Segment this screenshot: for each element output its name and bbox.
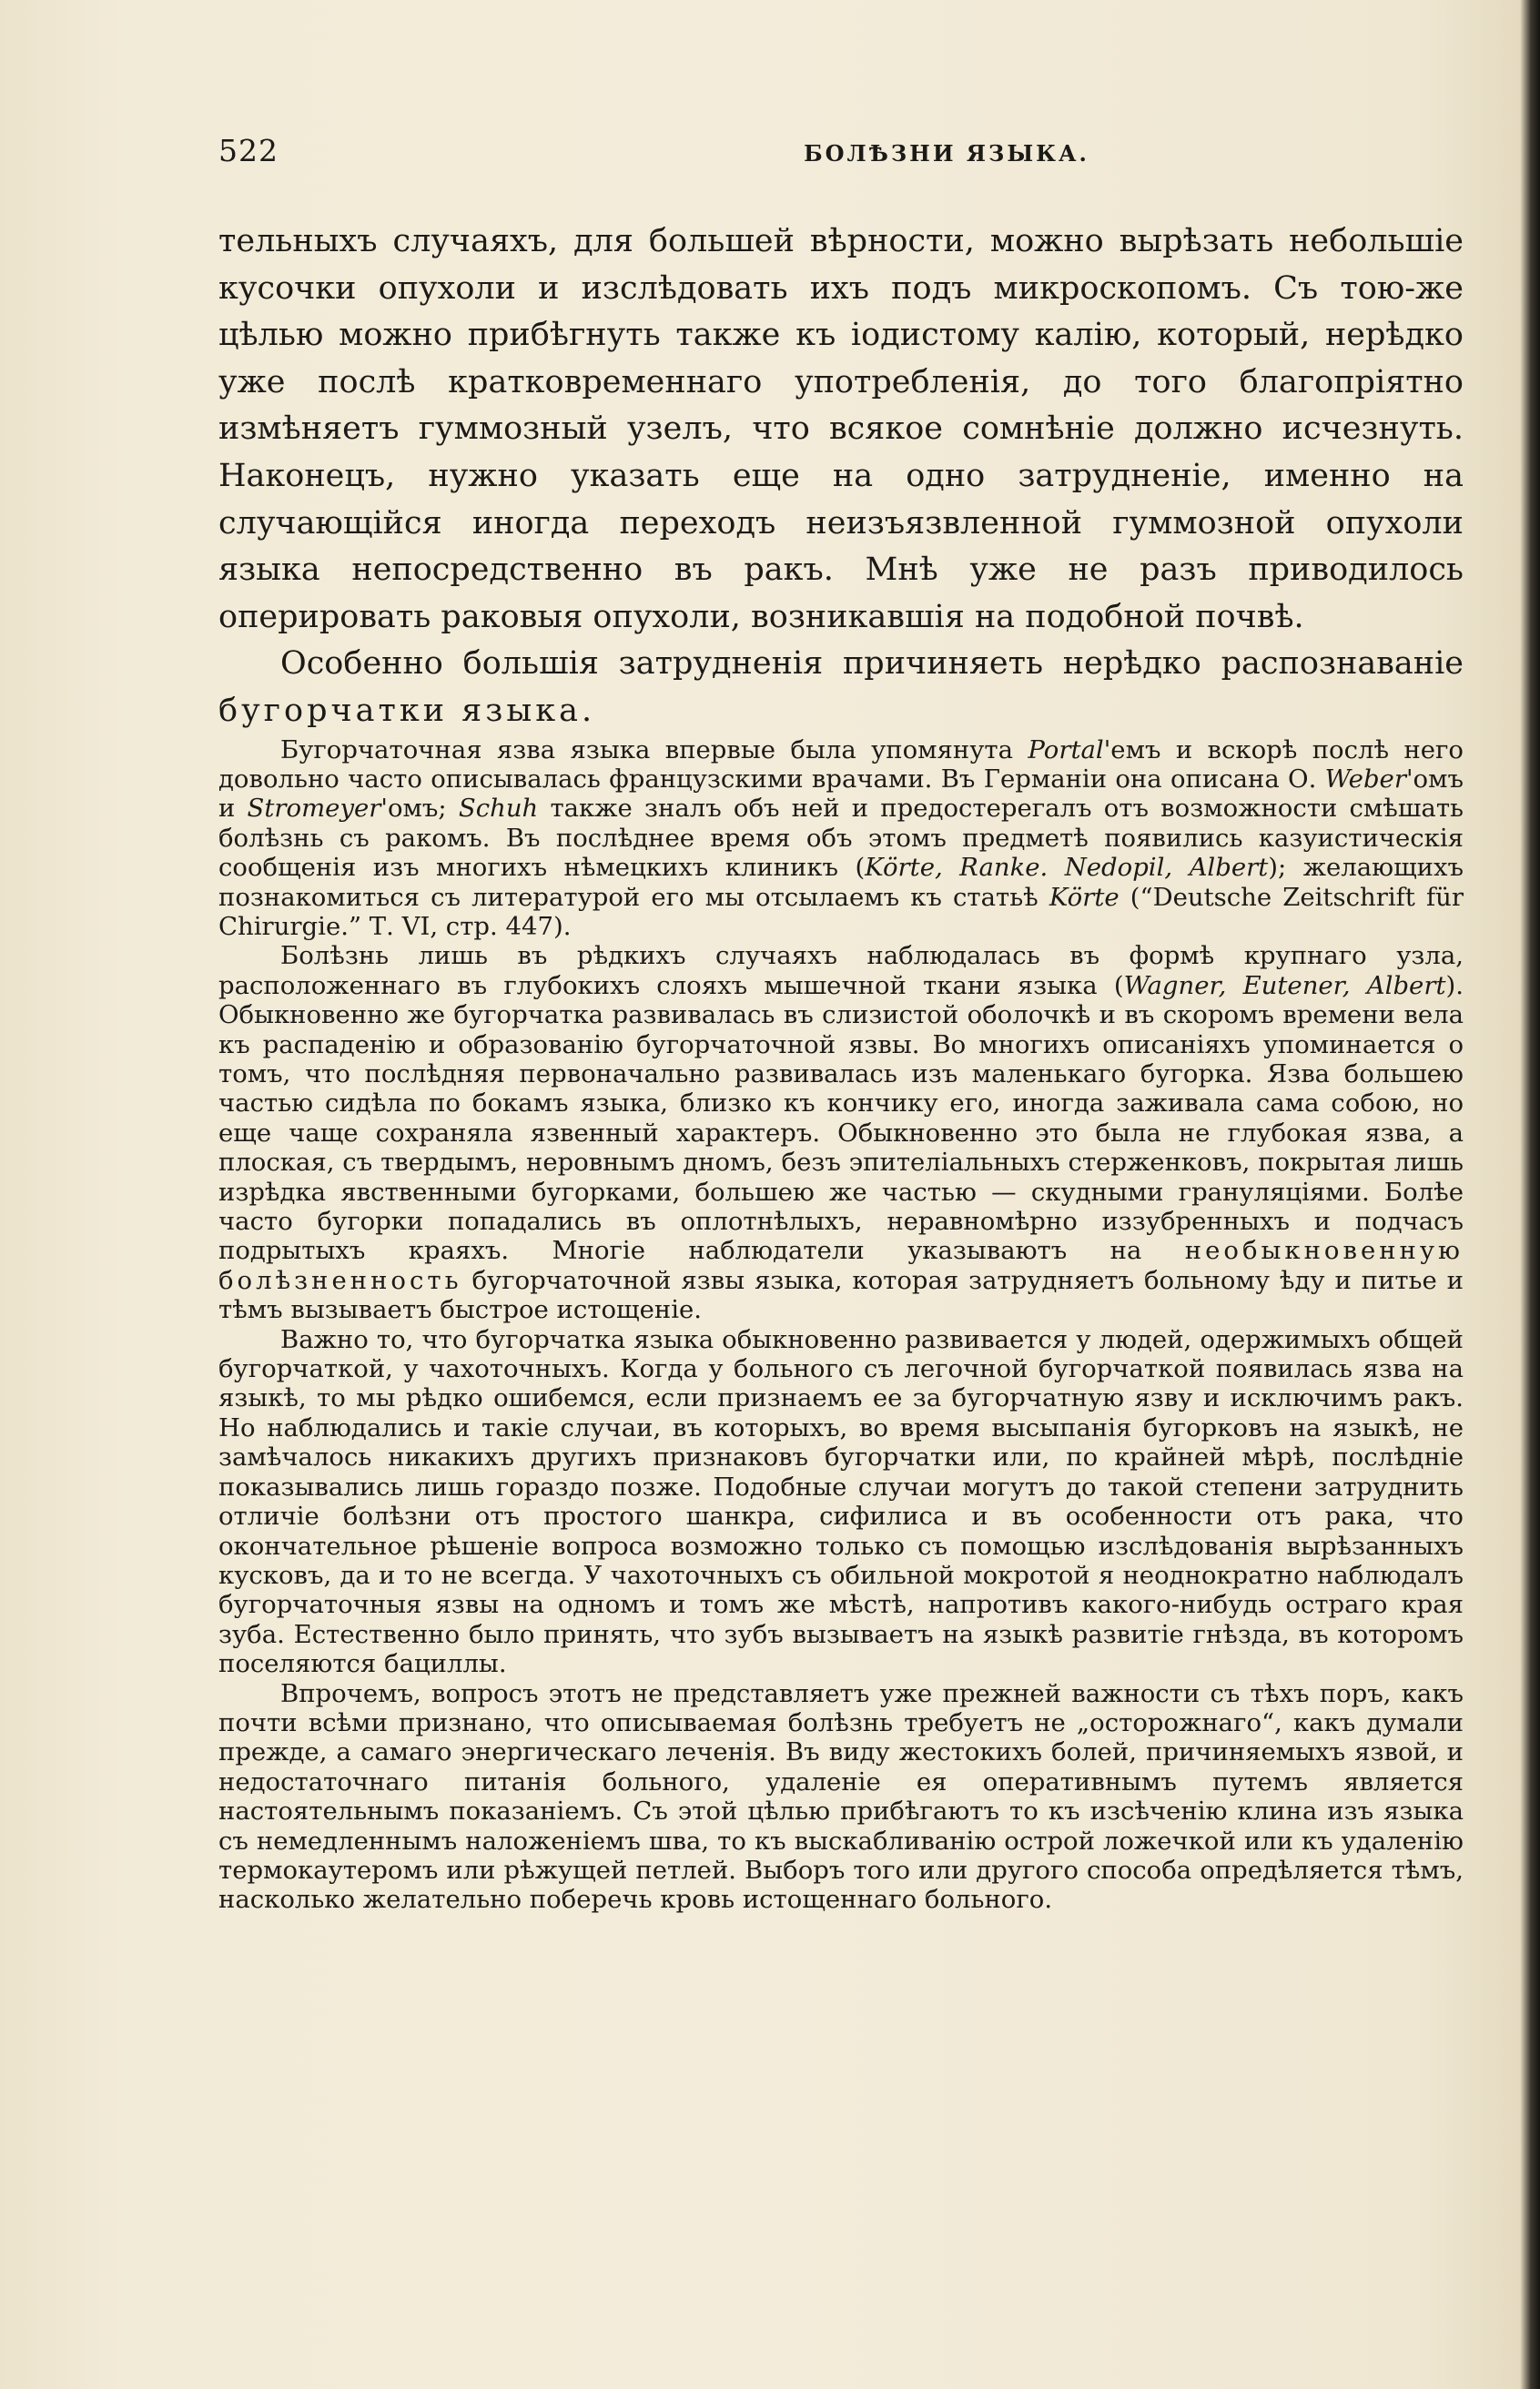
page-header xyxy=(218,133,1456,178)
text-run: Бугорчаточная язва языка впервые была упомянута xyxy=(280,734,1028,764)
text-run: ); желающихъ познакомиться съ литературой его мы отсылаемъ къ статьѣ xyxy=(218,853,1464,912)
spaced-term: бугорчатки языка xyxy=(218,692,582,729)
author-names: Körte, Ranke. Nedopil, Albert xyxy=(865,853,1269,883)
text-run: . xyxy=(581,692,593,729)
spaced-term: необыкновенную болѣзненность xyxy=(218,1236,1464,1295)
author-name: Portal' xyxy=(1028,734,1111,764)
paragraph-gumma-diagnosis: тельныхъ случаяхъ, для большей вѣрности, можно вырѣзать небольшіе кусочки опухоли и изслѣдовать ихъ подъ микроскопомъ. Съ тою-же цѣлью можно прибѣгнуть также къ іодистому калію, который, нерѣдко уже послѣ кратковременнаго употребленія, до того благопріятно измѣняетъ гуммозный узелъ, что всякое сомнѣніе должно исчезнуть. Наконецъ, нужно указать еще на одно затрудненіе, именно на случающійся иногда переходъ неизъязвленной гуммозной опухоли языка непосредственно въ ракъ. Мнѣ уже не разъ приводилось оперировать раковыя опухоли, возникавшія на подобной почвѣ. xyxy=(218,223,1464,635)
text-run: Болѣзнь лишь въ рѣдкихъ случаяхъ наблюдалась въ формѣ крупнаго узла, расположеннаго въ глубокихъ слояхъ мышечной ткани языка ( xyxy=(218,941,1464,1000)
text-run: омъ; xyxy=(387,794,459,824)
text-run: омъ и xyxy=(218,764,1464,824)
paragraph-differential: Важно то, что бугорчатка языка обыкновенно развивается у людей, одержимыхъ общей бугорчаткой, у чахоточныхъ. Когда у больного съ легочной бугорчаткой появилась язва на языкѣ, то мы рѣдко ошибемся, если признаемъ ее за бугорчатную язву и исключимъ ракъ. Но наблюдались и такіе случаи, въ которыхъ, во время высыпанія бугорковъ на языкѣ, не замѣчалось никакихъ другихъ признаковъ бугорчатки или, по крайней мѣрѣ, послѣдніе показывались лишь гораздо позже. Подобные случаи могутъ до такой степени затруднить отличіе болѣзни отъ простого шанкра, сифилиса и въ особенности отъ рака, что окончательное рѣшеніе вопроса возможно только съ помощью изслѣдованія вырѣзанныхъ кусковъ, да и то не всегда. У чахоточныхъ съ обильной мокротой я неоднократно наблюдалъ бугорчаточныя язвы на одномъ и томъ же мѣстѣ, напротивъ какого-нибудь остраго края зуба. Естественно было принять, что зубъ вызываетъ на языкѣ развитіе гнѣзда, въ которомъ поселяются бациллы. xyxy=(218,1324,1464,1679)
page-edge-shadow xyxy=(1520,0,1540,2389)
author-names: Wagner, Eutener, Albert xyxy=(1123,970,1446,1000)
text-run: ). Обыкновенно же бугорчатка развивалась въ слизистой оболочкѣ и въ скоромъ времени вела къ распаденію и образованію бугорчаточной язвы. Во многихъ описаніяхъ упоминается о томъ, что послѣдняя первоначально развивалась изъ маленькаго бугорка. Язва большею частью сидѣла по бокамъ языка, близко къ кончику его, иногда заживала сама собою, но еще чаще сохраняла язвенный характеръ. Обыкновенно это была не глубокая язва, а плоская, съ твердымъ, неровнымъ дномъ, безъ эпителіальныхъ стерженковъ, покрытая лишь изрѣдка явственными бугорками, большею же частью — скудными грануляціями. Болѣе часто бугорки попадались въ оплотнѣлыхъ, неравномѣрно иззубренныхъ и подчасъ подрытыхъ краяхъ. Многіе наблюдатели указываютъ на xyxy=(218,970,1464,1266)
paragraph-clinical-form xyxy=(218,941,1464,1324)
paragraph-tuberculosis-intro xyxy=(218,641,1464,734)
text-run: бугорчаточной язвы языка, которая затрудняетъ больному ѣду и питье и тѣмъ вызываетъ быстрое истощеніе. xyxy=(218,1265,1464,1325)
paragraph-treatment: Впрочемъ, вопросъ этотъ не представляетъ уже прежней важности съ тѣхъ поръ, какъ почти всѣми признано, что описываемая болѣзнь требуетъ не „осторожнаго“, какъ думали прежде, а самаго энергическаго леченія. Въ виду жестокихъ болей, причиняемыхъ язвой, и недостаточнаго питанія больного, удаленіе ея оперативнымъ путемъ является настоятельнымъ показаніемъ. Съ этой цѣлью прибѣгаютъ то къ изсѣченію клина изъ языка съ немедленнымъ наложеніемъ шва, то къ выскабливанію острой ложечкой или къ удаленію термокаутеромъ или рѣжущей петлей. Выборъ того или другого способа опредѣляется тѣмъ, насколько желательно поберечь кровь истощеннаго больного. xyxy=(218,1678,1464,1915)
running-title: БОЛѢЗНИ ЯЗЫКА. xyxy=(804,140,1089,167)
text-column xyxy=(218,218,1464,1915)
author-name: Körte xyxy=(1049,882,1120,912)
author-name: Weber' xyxy=(1324,764,1413,794)
page-number: 522 xyxy=(218,133,279,168)
author-name: Schuh xyxy=(458,794,539,824)
text-run: (“Deutsche Zeitschrift für Chirurgie.” Т. VI, стр. 447). xyxy=(218,882,1464,941)
text-run: Особенно большія затрудненія причиняеть нерѣдко распознаваніе xyxy=(280,645,1464,683)
text-run: также зналъ объ ней и предостерегалъ отъ возможности смѣшать болѣзнь съ ракомъ. Въ послѣднее время объ этомъ предметѣ появились казуистическія сообщенія изъ многихъ нѣмецкихъ клиникъ ( xyxy=(218,794,1464,883)
author-name: Stromeyer' xyxy=(247,794,388,824)
text-run: емъ и вскорѣ послѣ него довольно часто описывалась французскими врачами. Въ Германіи она описана О. xyxy=(218,734,1464,794)
paragraph-history xyxy=(218,735,1464,942)
